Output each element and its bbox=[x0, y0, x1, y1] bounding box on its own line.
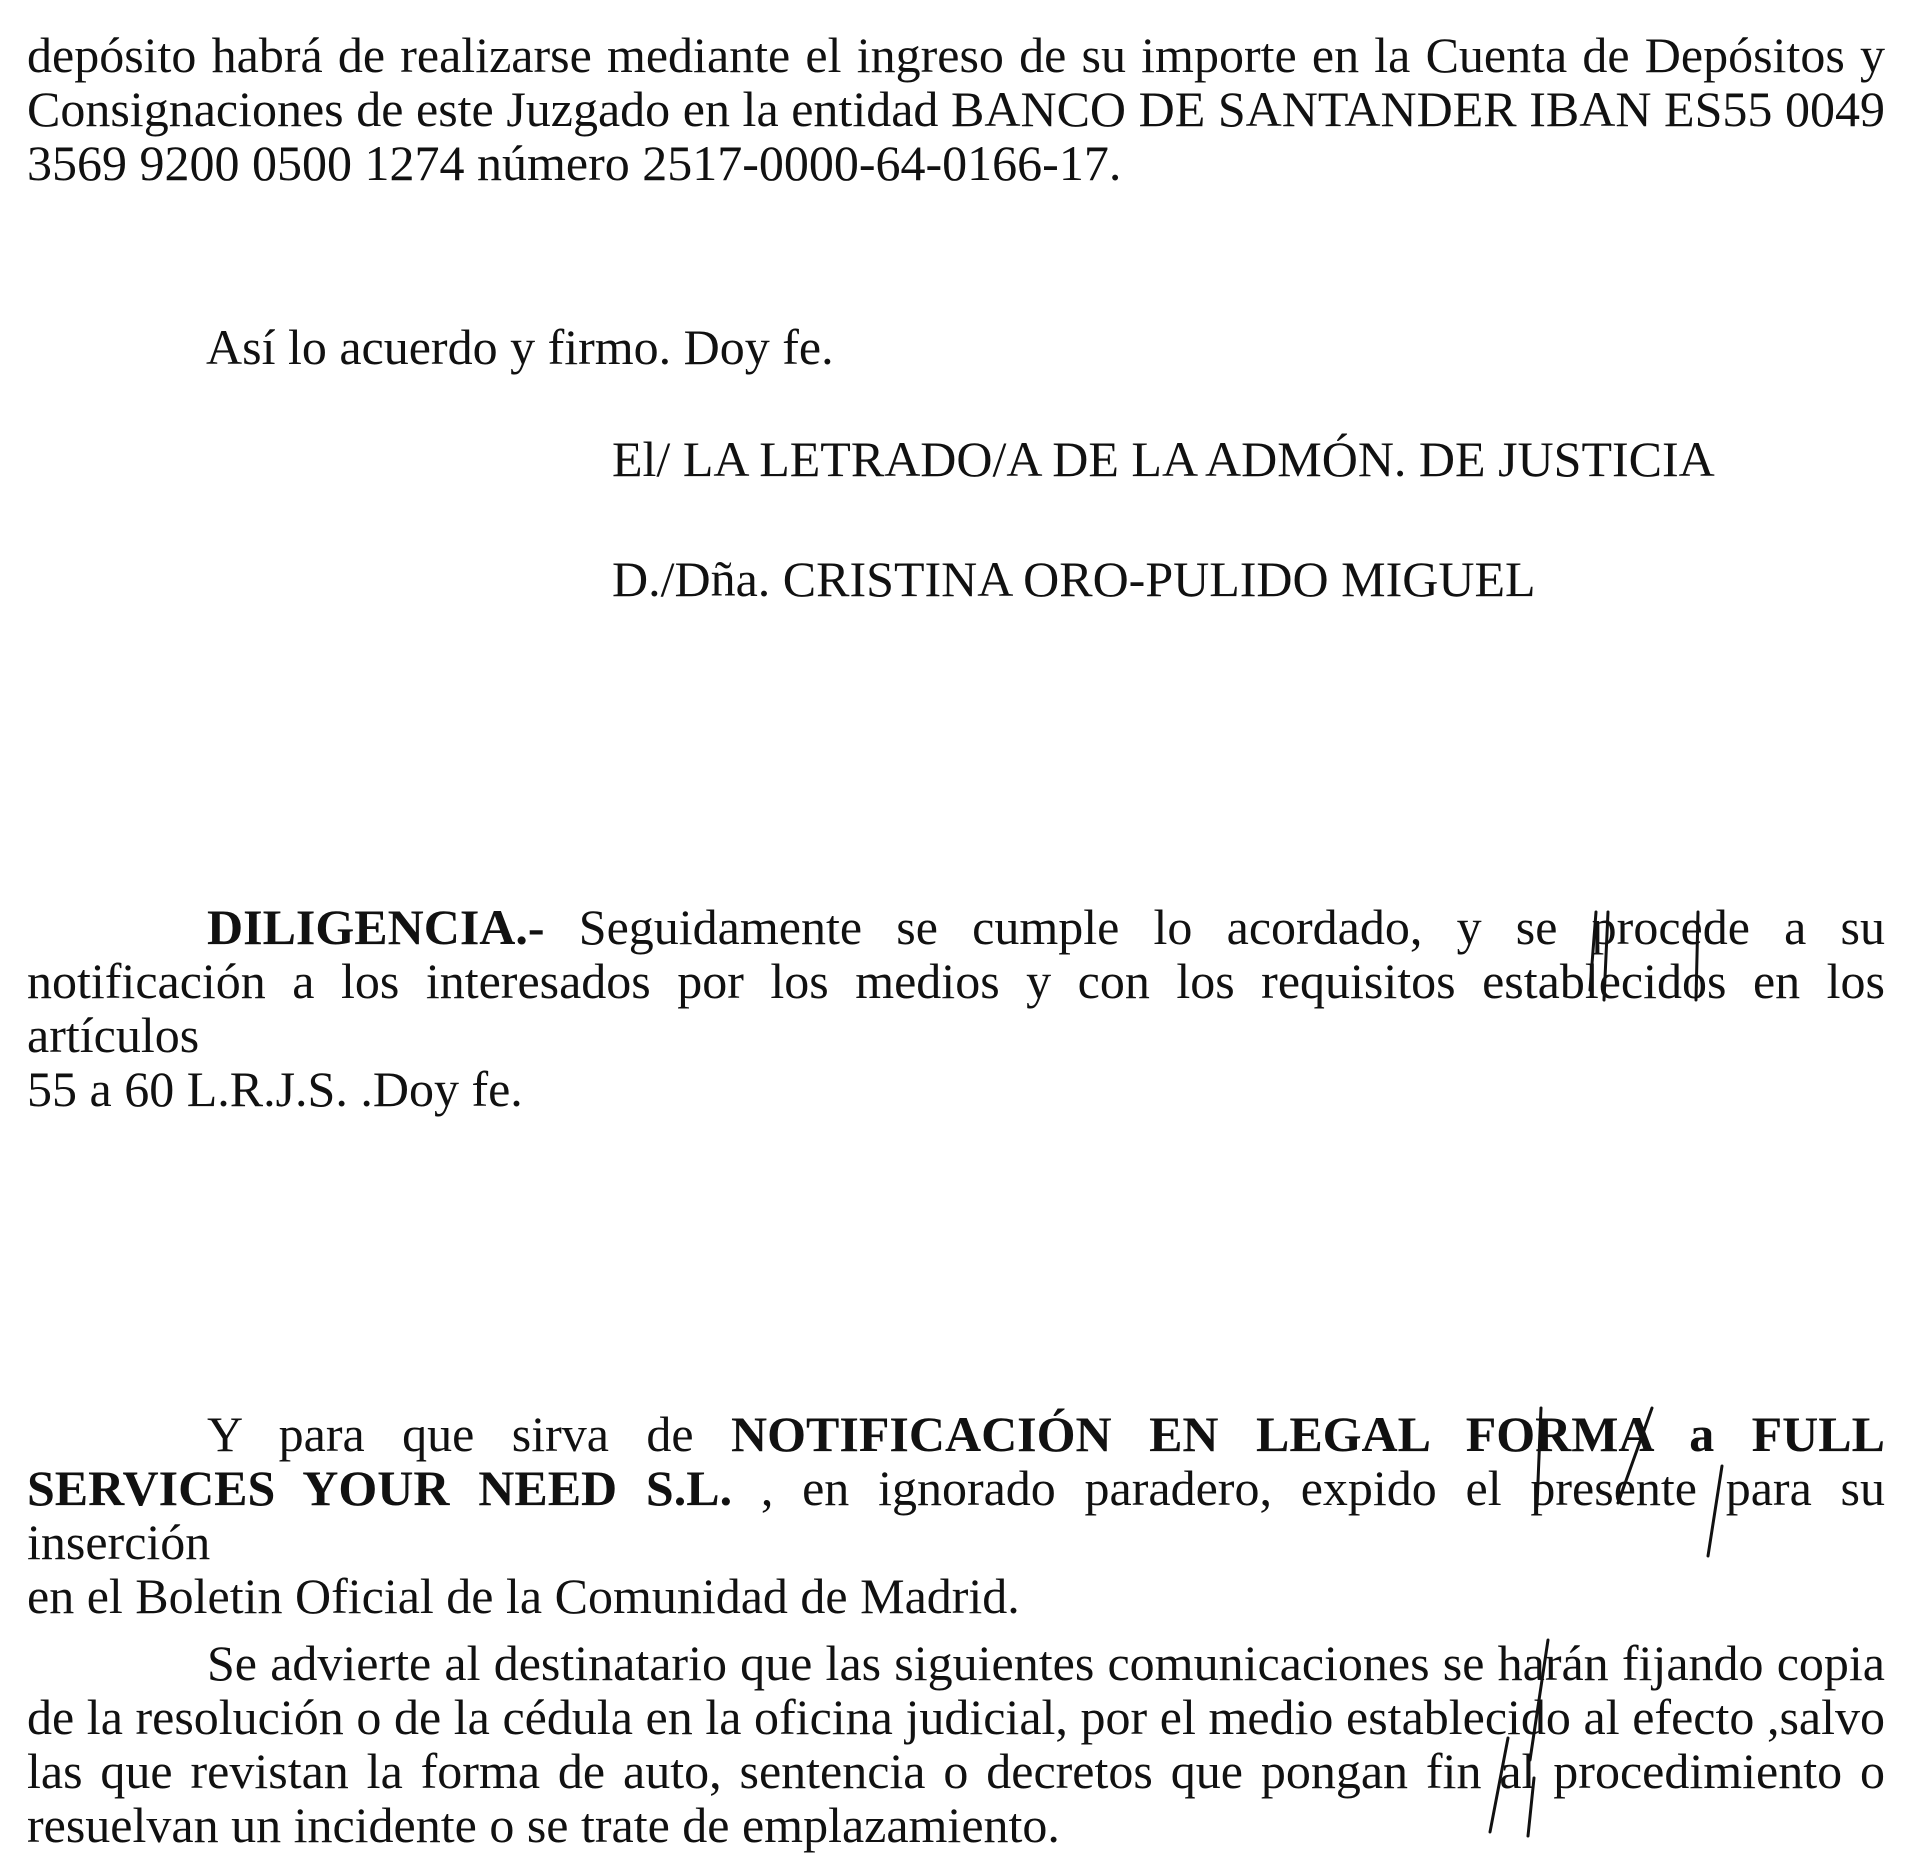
diligencia-line-1-text: Seguidamente se cumple lo acordado, y se procede a su bbox=[544, 899, 1885, 955]
notificacion-line-2 bbox=[27, 1461, 1885, 1569]
advertencia-line-3: las que revistan la forma de auto, sentencia o decretos que pongan fin al procedimiento o bbox=[27, 1743, 1885, 1799]
notificacion-line-1 bbox=[27, 1407, 1885, 1461]
diligencia-line-3: 55 a 60 L.R.J.S. .Doy fe. bbox=[27, 1061, 523, 1117]
advertencia-line-1: Se advierte al destinatario que las siguientes comunicaciones se harán fijando copia bbox=[207, 1635, 1885, 1691]
notificacion-line-1-text: Y para que sirva de bbox=[207, 1406, 732, 1462]
notificacion-line-2-text: , en ignorado paradero, expido el presente para su inserción bbox=[27, 1460, 1885, 1570]
diligencia-line-1 bbox=[27, 900, 1885, 954]
closing-text: Así lo acuerdo y firmo. Doy fe. bbox=[206, 319, 834, 375]
deposit-line-1: depósito habrá de realizarse mediante el ingreso de su importe en la Cuenta de Depósitos y bbox=[27, 27, 1885, 83]
company-name: SERVICES YOUR NEED S.L. bbox=[27, 1460, 733, 1516]
signature-title: El/ LA LETRADO/A DE LA ADMÓN. DE JUSTICIA bbox=[612, 431, 1715, 487]
deposit-line-2: Consignaciones de este Juzgado en la entidad BANCO DE SANTANDER IBAN ES55 0049 bbox=[27, 81, 1885, 137]
advertencia-paragraph bbox=[27, 1636, 1885, 1852]
advertencia-line-2: de la resolución o de la cédula en la oficina judicial, por el medio establecido al efecto ,salvo bbox=[27, 1689, 1885, 1745]
diligencia-label: DILIGENCIA.- bbox=[207, 899, 545, 955]
notificacion-line-3: en el Boletin Oficial de la Comunidad de Madrid. bbox=[27, 1568, 1020, 1624]
diligencia-line-2: notificación a los interesados por los medios y con los requisitos establecidos en los artículos bbox=[27, 953, 1885, 1063]
diligencia-paragraph bbox=[27, 900, 1885, 1116]
deposit-line-3: 3569 9200 0500 1274 número 2517-0000-64-0166-17. bbox=[27, 135, 1122, 191]
deposit-paragraph bbox=[27, 28, 1885, 190]
signature-name: D./Dña. CRISTINA ORO-PULIDO MIGUEL bbox=[612, 551, 1536, 607]
notificacion-paragraph bbox=[27, 1407, 1885, 1623]
notificacion-heading: NOTIFICACIÓN EN LEGAL FORMA a FULL bbox=[731, 1406, 1885, 1462]
advertencia-line-4: resuelvan un incidente o se trate de emplazamiento. bbox=[27, 1797, 1060, 1853]
